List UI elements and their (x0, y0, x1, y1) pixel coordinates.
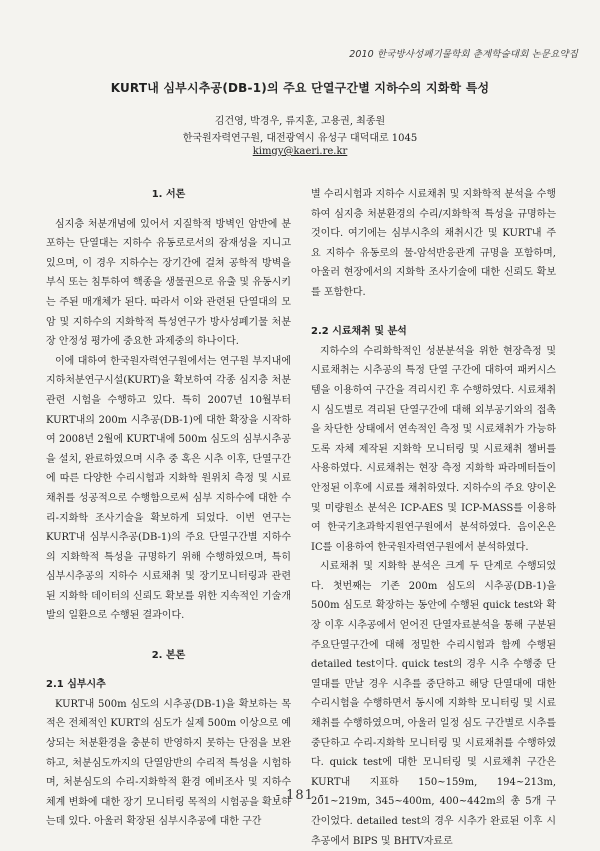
paper-title: KURT내 심부시추공(DB-1)의 주요 단열구간별 지하수의 지화학 특성 (110, 81, 490, 95)
continued-paragraph: 별 수리시험과 지하수 시료채취 및 지화학적 분석을 수행하여 심지층 처분환경의 수리/지화학적 특성을 규명하는 것이다. 여기에는 심부시추의 채취시간 및 KURT내 주요 지하수 유동로의 물-암석반응관계 규명을 포함하며, 아울러 현장에서의 지화학 조사기술에 대한 신뢰도 확보를 포함한다. (311, 189, 556, 298)
subsection-heading-2-1: 2.1 심부시추 (46, 679, 106, 691)
deep-drilling-paragraph: KURT내 500m 심도의 시추공(DB-1)을 확보하는 목적은 전체적인 KURT의 심도가 실제 500m 이상으로 예상되는 처분환경을 충분히 반영하지 못하는 단점을 보완하고, 처분심도까지의 단열암반의 수리적 특성을 시험하며, 처분심도의 수리-지화학적 환경 예비조사 및 지하수체계 변화에 대한 장기 모니터링 목적의 시험공을 확보하는데 있다. 아울러 확장된 심부시추공에 대한 구간 (46, 698, 291, 828)
email-line (0, 146, 600, 157)
sampling-paragraph-1: 지하수의 수리화학적인 성분분석을 위한 현장측정 및 시료채취는 시추공의 특정 단열 구간에 대하여 패커시스템을 이용하여 구간을 격리시킨 후 수행하였다. 시료채취시 심도별로 격리된 단열구간에 대해 외부공기와의 접촉을 차단한 상태에서 연속적인 측정 및 시료채취가 가능하도록 자체 제작된 지화학 모니터링 및 시료채취 챔버를 사용하였다. 시료채취는 현장 측정 지화학 파라메터들이 안정된 이후에 시료를 채취하였다. 지하수의 주요 양이온 및 미량원소 분석은 ICP-AES 및 ICP-MASS를 이용하여 한국기초과학지원연구원에서 분석하였다. 음이온은 IC를 이용하여 한국원자력연구원에서 분석하였다. (311, 345, 556, 553)
left-column (46, 185, 291, 832)
page-number: - 181 - (275, 788, 325, 803)
subsection-heading-2-2: 2.2 시료채취 및 분석 (311, 326, 407, 338)
section-heading-main: 2. 본론 (151, 649, 186, 661)
email-link[interactable]: kimgy@kaeri.re.kr (252, 146, 348, 157)
running-head: 2010 한국방사성폐기물학회 춘계학술대회 논문요약집 (349, 49, 578, 60)
author-list: 김건영, 박경우, 류지훈, 고용권, 최종원 (214, 116, 386, 127)
intro-paragraph-2: 이에 대하여 한국원자력연구원에서는 연구원 부지내에 지하처분연구시설(KURT)을 확보하여 각종 심지층 처분 관련 시험을 수행하고 있다. 특히 2007년 10월부터 KURT내의 200m 시추공(DB-1)에 대한 확장을 시작하여 2008년 2월에 KURT내에 500m 심도의 심부시추공을 설치, 완료하였으며 시추 중 혹은 시추 이후, 단열구간에 따른 다양한 수리시험과 지화학 원위치 측정 및 시료채취를 성공적으로 수행함으로써 심부 지하수에 대한 수리-지화학 조사기술을 확보하게 되었다. 이번 연구는 KURT내 심부시추공(DB-1)의 주요 단열구간별 지하수의 지화학적 특성을 규명하기 위해 수행하였으며, 특히 심부시추공의 지하수 시료채취 및 장기모니터링과 관련된 지화학 데이터의 신뢰도 확보를 위한 지속적인 기술개발의 일환으로 수행된 결과이다. (46, 355, 291, 622)
intro-paragraph-1: 심지층 처분개념에 있어서 지질학적 방벽인 암반에 분포하는 단열대는 지하수 유동로로서의 잠재성을 지니고 있으며, 이 경우 지하수는 장기간에 걸쳐 공학적 방벽을 부식 또는 침투하여 핵종을 생물권으로 유출 및 유동시키는 주된 매개체가 된다. 따라서 이와 관련된 단열대의 모암 및 지하수의 지화학적 특성연구가 방사성폐기물 처분장 안정성 평가에 중요한 과제중의 하나이다. (46, 218, 291, 348)
right-column (311, 185, 556, 851)
affiliation: 한국원자력연구원, 대전광역시 유성구 대덕대로 1045 (182, 133, 418, 144)
sampling-paragraph-2: 시료채취 및 지화학 분석은 크게 두 단계로 수행되었다. 첫번째는 기존 200m 심도의 시추공(DB-1)을 500m 심도로 확장하는 동안에 수행된 quick test와 확장 이후 시추공에서 얻어진 단열자료분석을 통해 구분된 주요단열구간에 대해 정밀한 수리시험과 함께 수행된 detailed test이다. quick test의 경우 시추 수행중 단열대를 만날 경우 시추를 중단하고 해당 단열대에 대한 수리시험을 수행하면서 동시에 지화학 모니터링 및 시료채취를 수행하였으며, 아울러 일정 심도 구간별로 시추를 중단하고 수리-지화학 모니터링 및 시료채취를 수행하였다. quick test에 대한 모니터링 및 시료채취 구간은 KURT내 지표하 150~159m, 194~213m, 201~219m, 345~400m, 400~442m의 총 5개 구간이었다. detailed test의 경우 시추가 완료된 이후 시추공에서 BIPS 및 BHTV자료로 (311, 561, 556, 847)
section-heading-intro: 1. 서론 (151, 189, 186, 200)
